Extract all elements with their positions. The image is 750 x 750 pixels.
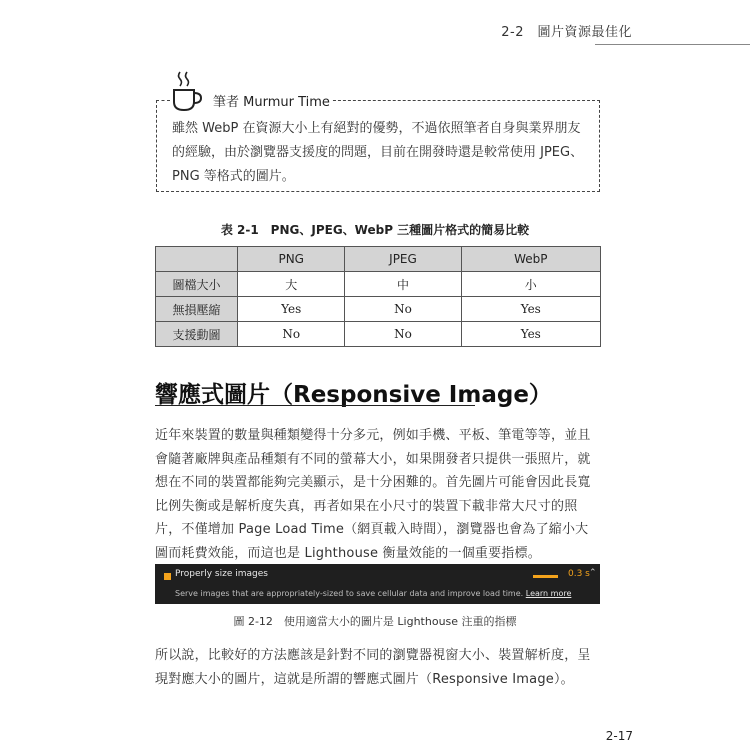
section-title: 響應式圖片（Responsive Image）: [155, 382, 552, 408]
savings-bar: [533, 575, 558, 578]
section-underline: [155, 405, 475, 406]
learn-more-link[interactable]: Learn more: [525, 589, 572, 598]
audit-savings-time: 0.3 s: [568, 569, 590, 579]
table-cell: No: [345, 297, 461, 322]
column-header: WebP: [461, 247, 600, 272]
table-corner-cell: [156, 247, 238, 272]
table-cell: Yes: [461, 297, 600, 322]
table-cell: 中: [345, 272, 461, 297]
murmur-title: 筆者 Murmur Time: [211, 91, 332, 110]
table-cell: 大: [238, 272, 345, 297]
comparison-table: [155, 246, 601, 347]
table-cell: Yes: [238, 297, 345, 322]
table-cell: No: [238, 322, 345, 347]
table-row: [156, 297, 601, 322]
table-header-row: [156, 247, 601, 272]
table-cell: 小: [461, 272, 600, 297]
row-header: 支援動圖: [156, 322, 238, 347]
column-header: PNG: [238, 247, 345, 272]
running-header: 2-2 圖片資源最佳化: [501, 25, 632, 40]
murmur-border-top-right: [323, 100, 600, 101]
audit-title[interactable]: Properly size images: [175, 569, 268, 579]
lighthouse-audit-panel: [155, 564, 600, 604]
body-paragraph: 近年來裝置的數量與種類變得十分多元，例如手機、平板、筆電等等，並且會隨著廠牌與產品種類有不同的螢幕大小，如果開發者只提供一張照片，就想在不同的裝置都能夠完美顯示，是十分困難的。首先圖片可能會因此長寬比例失衡或是解析度失真，再者如果在小尺寸的裝置下載非常大尺寸的照片，不僅增加 Page Load Time（網頁載入時間），瀏覽器也會為了縮小大圖而耗費效能，而這也是 Lighthouse 衡量效能的一個重要指標。: [155, 428, 591, 561]
page-number: 2-17: [605, 729, 633, 743]
figure-caption: 圖 2-12 使用適當大小的圖片是 Lighthouse 注重的指標: [233, 615, 517, 628]
table-row: [156, 322, 601, 347]
warning-square-icon: [164, 573, 171, 580]
table-cell: Yes: [461, 322, 600, 347]
table-caption: 表 2-1 PNG、JPEG、WebP 三種圖片格式的簡易比較: [220, 223, 530, 237]
table-row: [156, 272, 601, 297]
body-paragraph: 所以說，比較好的方法應該是針對不同的瀏覽器視窗大小、裝置解析度，呈現對應大小的圖片，這就是所謂的響應式圖片（Responsive Image）。: [155, 648, 591, 687]
murmur-border-top-left: [156, 100, 170, 101]
chevron-up-icon[interactable]: ⌃: [589, 568, 597, 578]
column-header: JPEG: [345, 247, 461, 272]
murmur-body: 雖然 WebP 在資源大小上有絕對的優勢，不過依照筆者自身與業界朋友的經驗，由於瀏覽器支援度的問題，目前在開發時還是較常使用 JPEG、PNG 等格式的圖片。: [172, 121, 584, 184]
audit-description-text: Serve images that are appropriately-sized to save cellular data and improve load time.: [175, 589, 524, 598]
table-cell: No: [345, 322, 461, 347]
row-header: 無損壓縮: [156, 297, 238, 322]
header-rule: [595, 44, 750, 45]
row-header: 圖檔大小: [156, 272, 238, 297]
audit-description: [175, 589, 571, 598]
coffee-cup-icon: [171, 70, 203, 112]
